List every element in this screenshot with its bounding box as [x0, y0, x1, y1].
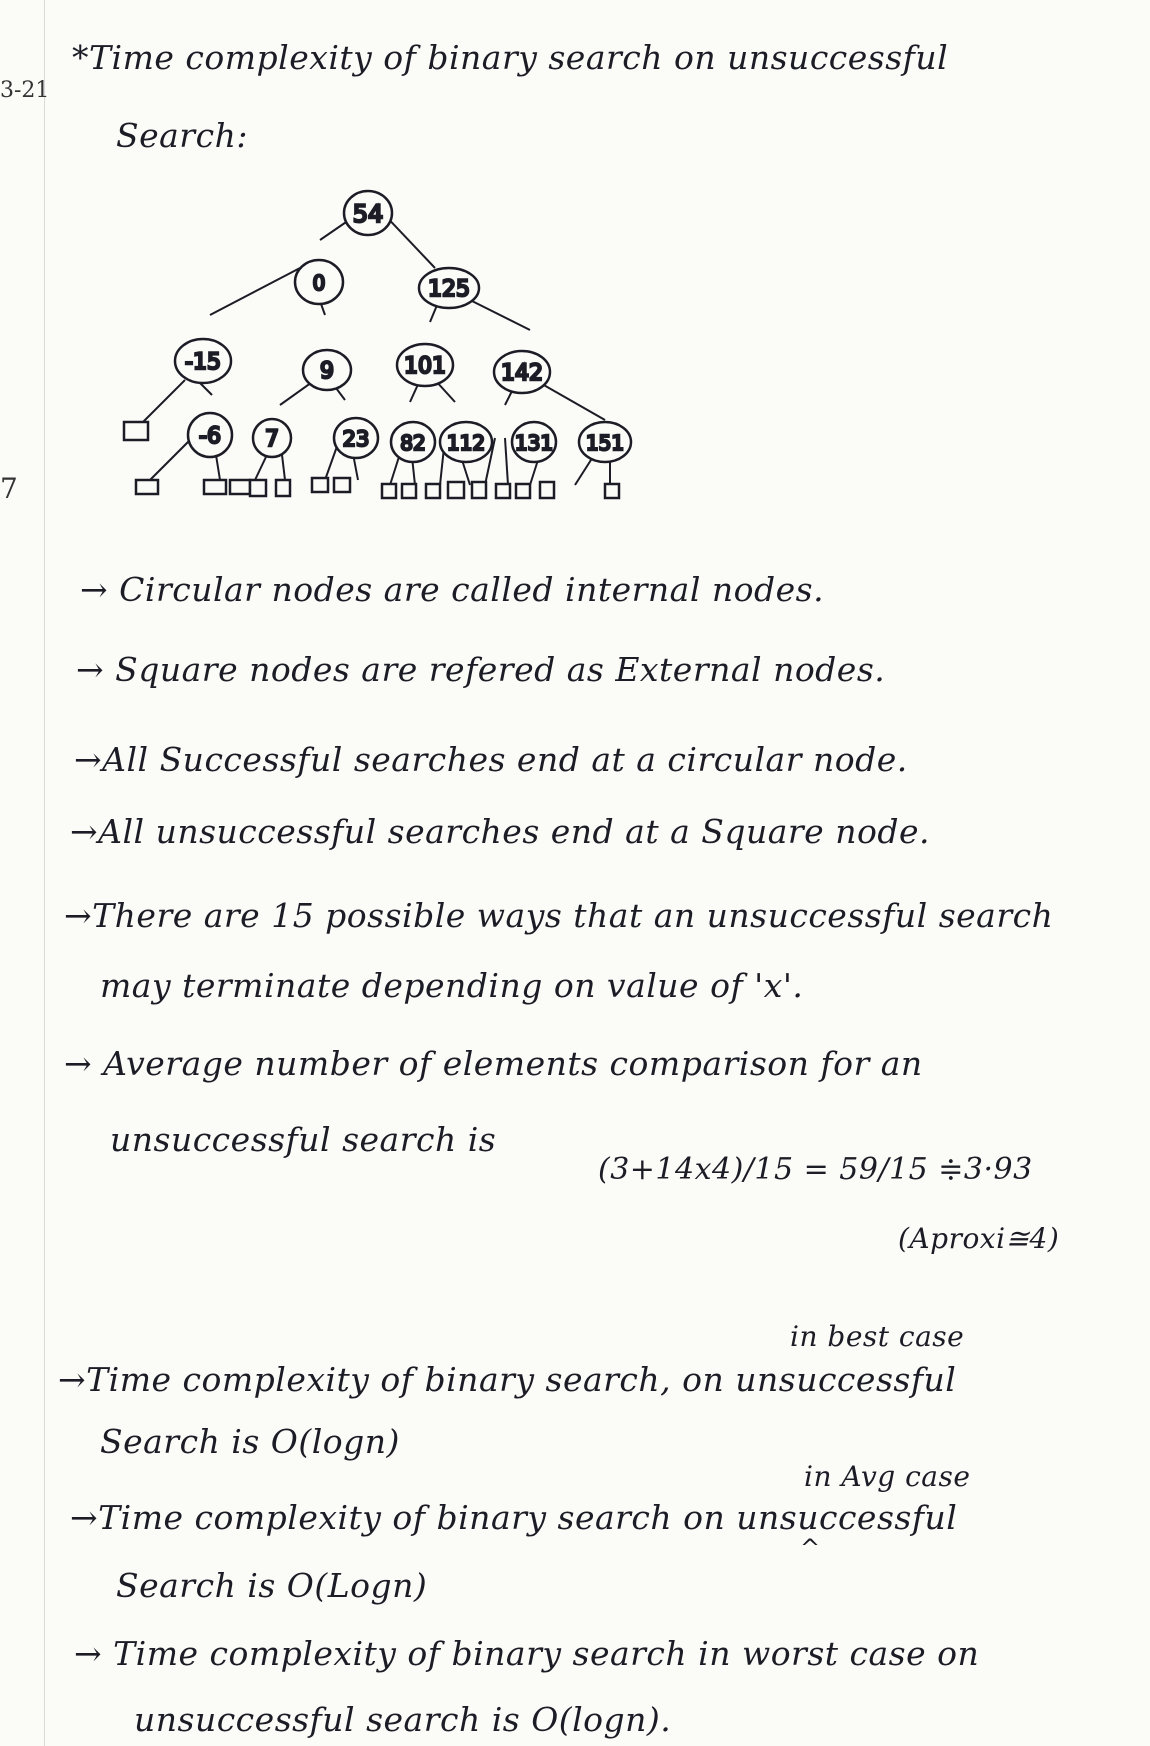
internal-node: [391, 422, 435, 462]
svg-text:101: 101: [404, 354, 446, 379]
svg-text:125: 125: [428, 277, 470, 302]
svg-text:112: 112: [446, 431, 486, 455]
svg-text:131: 131: [514, 431, 554, 455]
point-possible-ways-line-2: may terminate depending on value of 'x'.: [100, 966, 804, 1005]
internal-node: [188, 413, 232, 457]
svg-text:-15: -15: [185, 350, 221, 375]
svg-text:7: 7: [265, 427, 279, 452]
margin-date: 3-21: [0, 78, 50, 103]
svg-text:82: 82: [400, 431, 426, 455]
svg-text:23: 23: [342, 427, 370, 451]
point-avg-case-line-1: →Time complexity of binary search on unsuccessful: [70, 1498, 958, 1537]
point-avg-case-line-2: Search is O(Logn): [116, 1566, 428, 1605]
point-successful-searches: →All Successful searches end at a circular node.: [74, 740, 908, 779]
heading-line-1: *Time complexity of binary search on unsuccessful: [72, 38, 949, 77]
margin-mark: 7: [0, 472, 18, 505]
internal-node: [419, 268, 479, 308]
svg-text:9: 9: [320, 359, 334, 384]
internal-node: [579, 422, 631, 462]
binary-search-tree-diagram: [100, 180, 660, 520]
heading-line-2: Search:: [116, 116, 248, 155]
insert-caret: ^: [800, 1534, 821, 1562]
internal-node: [175, 339, 231, 383]
internal-node: [295, 260, 343, 304]
point-worst-case-line-1: → Time complexity of binary search in worst case on: [74, 1634, 980, 1673]
point-average-line-2: unsuccessful search is: [110, 1120, 497, 1159]
internal-node: [303, 350, 351, 390]
point-internal-nodes: → Circular nodes are called internal nodes.: [80, 570, 825, 609]
svg-text:142: 142: [501, 361, 543, 386]
point-worst-case-line-2: unsuccessful search is O(logn).: [134, 1700, 672, 1739]
svg-text:0: 0: [312, 271, 326, 295]
average-formula: (3+14x4)/15 = 59/15 ≑3·93: [598, 1152, 1033, 1187]
point-possible-ways-line-1: →There are 15 possible ways that an unsuccessful search: [64, 896, 1054, 935]
internal-node: [344, 191, 392, 235]
point-average-line-1: → Average number of elements comparison for an: [64, 1044, 923, 1083]
svg-text:151: 151: [585, 431, 625, 455]
margin-line: [44, 0, 45, 1746]
internal-node: [334, 418, 378, 458]
average-approx: (Aproxi≅4): [898, 1222, 1060, 1255]
point-unsuccessful-searches: →All unsuccessful searches end at a Square node.: [70, 812, 930, 851]
point-external-nodes: → Square nodes are refered as External nodes.: [76, 650, 886, 689]
internal-node: [494, 351, 550, 393]
internal-node: [253, 419, 291, 457]
internal-node: [512, 422, 556, 462]
avg-case-note: in Avg case: [804, 1460, 971, 1493]
point-best-case-line-2: Search is O(logn): [100, 1422, 400, 1461]
best-case-note: in best case: [790, 1320, 965, 1353]
internal-node: [440, 422, 492, 462]
svg-text:54: 54: [352, 200, 384, 228]
svg-text:-6: -6: [199, 424, 221, 449]
point-best-case-line-1: →Time complexity of binary search, on unsuccessful: [58, 1360, 957, 1399]
internal-node: [397, 344, 453, 386]
